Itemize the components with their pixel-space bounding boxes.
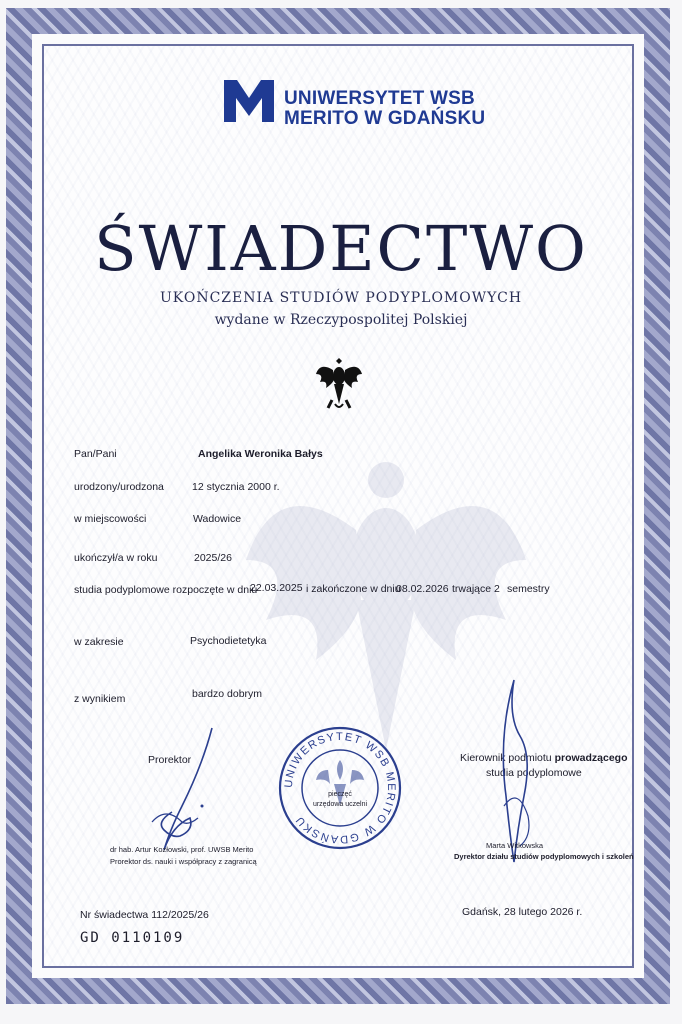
- end-date: 08.02.2026: [396, 583, 449, 595]
- certificate-number-value: 112/2025/26: [151, 909, 209, 921]
- official-seal: [278, 726, 402, 850]
- certificate-issued-line: wydane w Rzeczypospolitej Polskiej: [214, 312, 468, 328]
- right-title-text: Kierownik podmiotu: [460, 752, 552, 764]
- start-date: 22.03.2025: [250, 582, 303, 594]
- born-value: 12 stycznia 2000 r.: [192, 481, 280, 493]
- result-value: bardzo dobrym: [192, 688, 263, 700]
- year-value: 2025/26: [194, 552, 232, 564]
- serial-number: GD 0110109: [80, 930, 185, 946]
- place-and-date: Gdańsk, 28 lutego 2026 r.: [462, 906, 583, 918]
- university-logo-icon: [224, 80, 274, 122]
- certificate-title: ŚWIADECTWO: [94, 212, 588, 285]
- certificate-number: [80, 909, 209, 921]
- place-value: Wadowice: [193, 513, 242, 525]
- left-signatory-title: Prorektor: [148, 754, 192, 766]
- semesters-count: 2: [494, 583, 500, 595]
- seal-center-line1: pieczęć: [328, 791, 352, 798]
- right-signatory-title-line2: studia podyplomowe: [486, 767, 582, 779]
- place-label: w miejscowości: [74, 513, 147, 525]
- right-signatory-name: Marta Witkowska: [486, 841, 544, 850]
- semesters-label: semestry: [507, 583, 550, 595]
- right-signatory-role: Dyrektor działu studiów podyplomowych i szkoleń: [454, 852, 634, 861]
- seal-center-line2: urzędowa uczelni: [312, 801, 368, 808]
- certificate-number-label: Nr świadectwa: [80, 909, 149, 921]
- left-signatory-role: Prorektor ds. nauki i współpracy z zagranicą: [110, 857, 257, 866]
- right-title-bold: prowadzącego: [554, 752, 628, 764]
- name-label: Pan/Pani: [74, 448, 117, 460]
- year-label: ukończył/a w roku: [74, 552, 158, 564]
- left-signatory-name: dr hab. Artur Kozłowski, prof. UWSB Merito: [110, 845, 254, 854]
- scope-value: Psychodietetyka: [190, 635, 267, 647]
- eagle-emblem-icon: [314, 354, 364, 410]
- scope-label: w zakresie: [74, 636, 124, 648]
- result-label: z wynikiem: [74, 693, 126, 705]
- born-label: urodzony/urodzona: [74, 481, 164, 493]
- studies-label: studia podyplomowe rozpoczęte w dniu: [74, 584, 258, 596]
- university-name-line2: MERITO W GDAŃSKU: [284, 108, 486, 129]
- seal-ring-text: UNIWERSYTET WSB MERITO W GDAŃSKU: [282, 730, 398, 846]
- university-name-line1: UNIWERSYTET WSB: [284, 88, 475, 109]
- director-signature: [484, 676, 544, 866]
- name-value: Angelika Weronika Bałys: [198, 448, 323, 460]
- ended-label: i zakończone w dniu: [306, 583, 401, 595]
- lasting-label: trwające: [452, 583, 492, 595]
- certificate-subtitle: UKOŃCZENIA STUDIÓW PODYPLOMOWYCH: [159, 290, 523, 306]
